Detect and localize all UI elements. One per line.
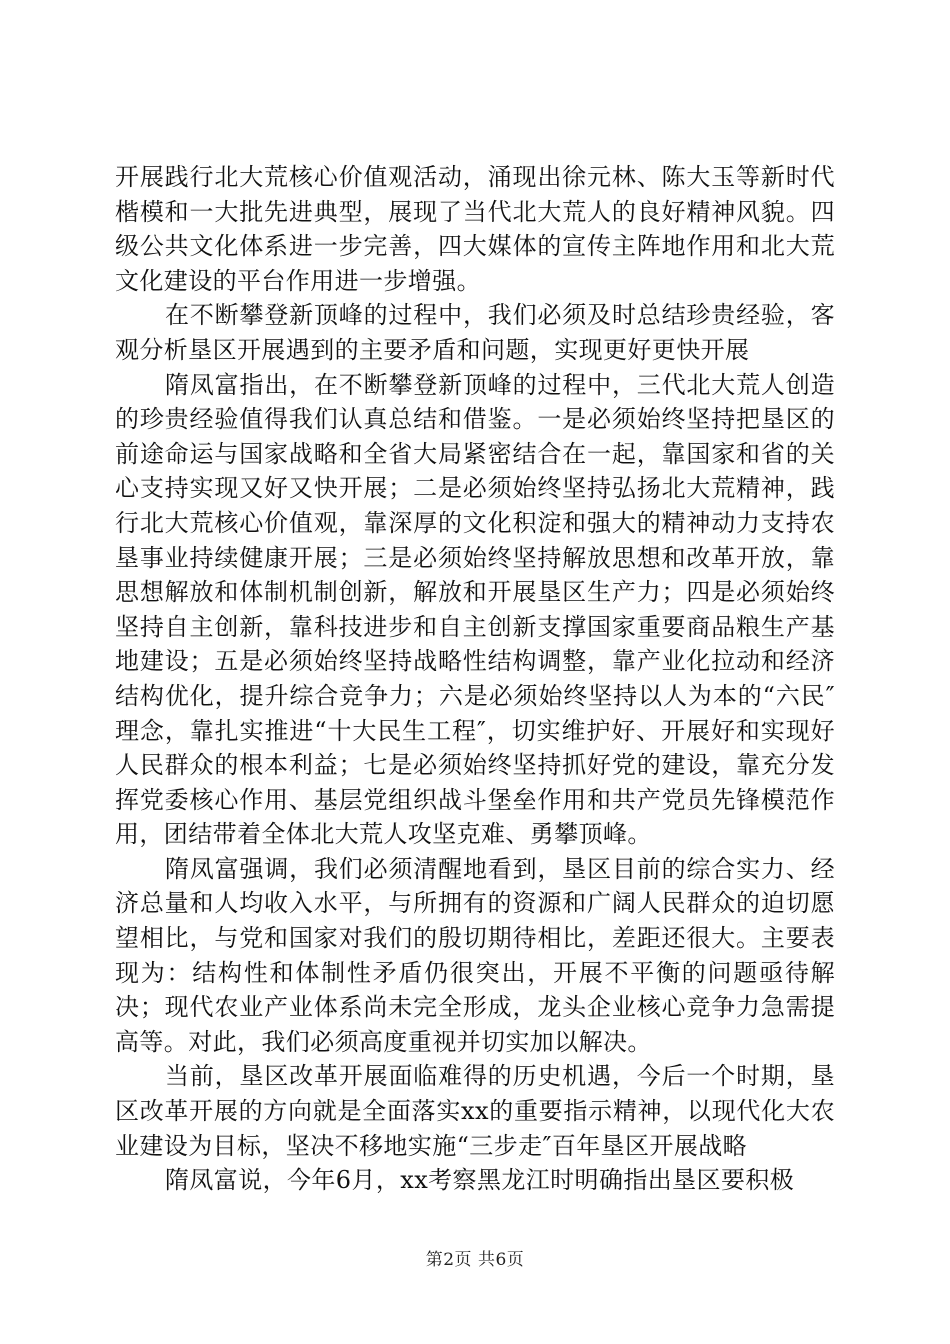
document-body xyxy=(115,160,835,1198)
paragraph-6: 隋凤富说，今年6月，xx考察黑龙江时明确指出垦区要积极 xyxy=(165,1166,795,1195)
paragraph-3: 隋凤富指出，在不断攀登新顶峰的过程中，三代北大荒人创造的珍贵经验值得我们认真总结和借鉴。一是必须始终坚持把垦区的前途命运与国家战略和全省大局紧密结合在一起，靠国家和省的关心支持实现又好又快开展；二是必须始终坚持弘扬北大荒精神，践行北大荒核心价值观，靠深厚的文化积淀和强大的精神动力支持农垦事业持续健康开展；三是必须始终坚持解放思想和改革开放，靠思想解放和体制机制创新，解放和开展垦区生产力；四是必须始终坚持自主创新，靠科技进步和自主创新支撑国家重要商品粮生产基地建设；五是必须始终坚持战略性结构调整，靠产业化拉动和经济结构优化，提升综合竞争力；六是必须始终坚持以人为本的“六民″理念，靠扎实推进“十大民生工程″，切实维护好、开展好和实现好人民群众的根本利益；七是必须始终坚持抓好党的建设，靠充分发挥党委核心作用、基层党组织战斗堡垒作用和共产党员先锋模范作用，团结带着全体北大荒人攻坚克难、勇攀顶峰。 xyxy=(115,370,835,849)
paragraph-5: 当前，垦区改革开展面临难得的历史机遇，今后一个时期，垦区改革开展的方向就是全面落实xx的重要指示精神，以现代化大农业建设为目标，坚决不移地实施“三步走″百年垦区开展战略 xyxy=(115,1062,835,1160)
paragraph-2: 在不断攀登新顶峰的过程中，我们必须及时总结珍贵经验，客观分析垦区开展遇到的主要矛盾和问题，实现更好更快开展 xyxy=(115,301,835,364)
paragraph-1: 开展践行北大荒核心价值观活动，涌现出徐元林、陈大玉等新时代楷模和一大批先进典型，展现了当代北大荒人的良好精神风貌。四级公共文化体系进一步完善，四大媒体的宣传主阵地作用和北大荒文化建设的平台作用进一步增强。 xyxy=(115,163,835,295)
paragraph-4: 隋凤富强调，我们必须清醒地看到，垦区目前的综合实力、经济总量和人均收入水平，与所拥有的资源和广阔人民群众的迫切愿望相比，与党和国家对我们的殷切期待相比，差距还很大。主要表现为：结构性和体制性矛盾仍很突出，开展不平衡的问题亟待解决；现代农业产业体系尚未完全形成，龙头企业核心竞争力急需提高等。对此，我们必须高度重视并切实加以解决。 xyxy=(115,854,835,1056)
page-number-footer: 第2页 共6页 xyxy=(425,1250,525,1270)
